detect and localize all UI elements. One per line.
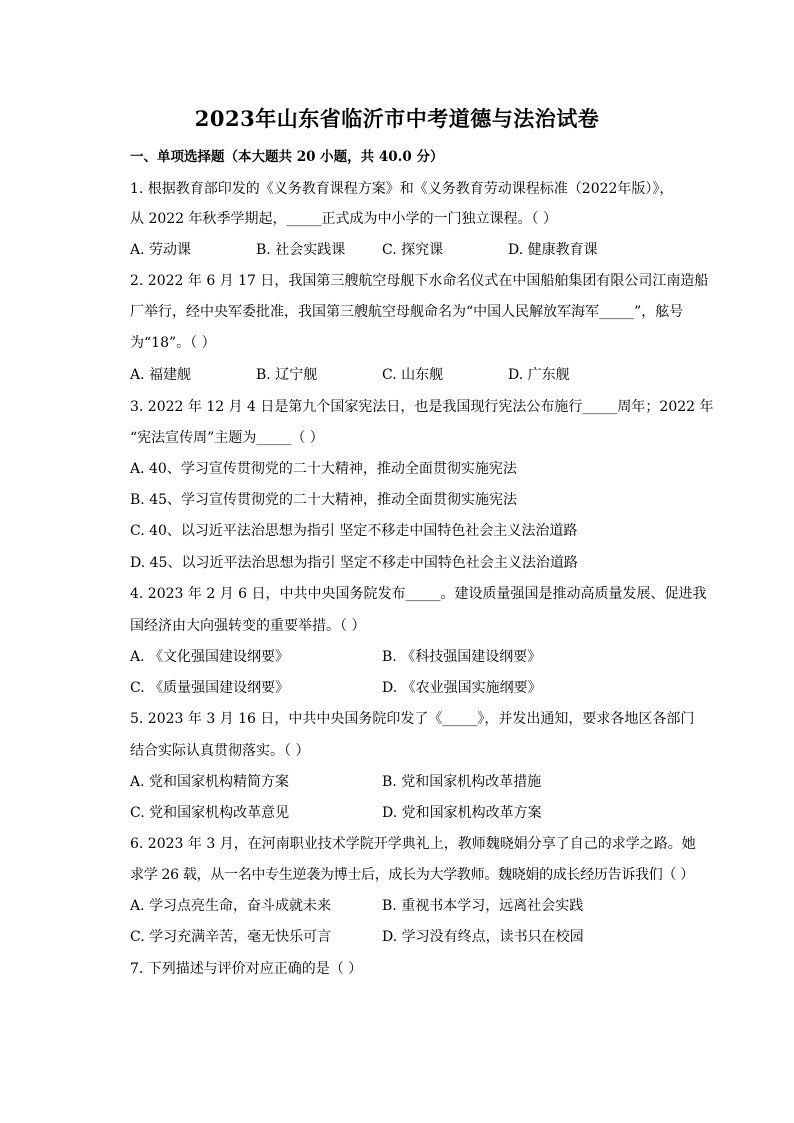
- q4-stem-line2: 国经济由大向强转变的重要举措。（ ）: [130, 618, 366, 634]
- q1-option-c: C. 探究课: [382, 242, 444, 258]
- section-heading: 一、单项选择题（本大题共 20 小题，共 40.0 分）: [130, 149, 444, 165]
- q5-option-c: C. 党和国家机构改革意见: [130, 805, 290, 821]
- q6-option-d: D. 学习没有终点，读书只在校园: [382, 929, 584, 945]
- q5-option-a: A. 党和国家机构精简方案: [130, 774, 290, 790]
- q1-stem-line1: 1. 根据教育部印发的《义务教育课程方案》和《义务教育劳动课程标准（2022年版）》，: [130, 181, 674, 197]
- q6-stem-line2: 求学 26 载，从一名中专生逆袭为博士后，成长为大学教师。魏晓娟的成长经历告诉我们（ ）: [130, 867, 694, 883]
- q6-option-b: B. 重视书本学习，远离社会实践: [382, 898, 584, 914]
- q2-option-c: C. 山东舰: [382, 367, 444, 383]
- q6-stem-line1: 6. 2023 年 3 月，在河南职业技术学院开学典礼上，教师魏晓娟分享了自己的求学之路。她: [130, 836, 696, 852]
- q6-option-a: A. 学习点亮生命，奋斗成就未来: [130, 898, 332, 914]
- q1-option-a: A. 劳动课: [130, 242, 192, 258]
- q2-stem-line2: 厂举行，经中央军委批准，我国第三艘航空母舰命名为“中国人民解放军海军_____”，舷号: [130, 304, 684, 320]
- q2-stem-line1: 2. 2022 年 6 月 17 日，我国第三艘航空母舰下水命名仪式在中国船舶集团有限公司江南造船: [130, 273, 709, 289]
- q3-option-b: B. 45、学习宣传贯彻党的二十大精神，推动全面贯彻实施宪法: [130, 492, 518, 508]
- q1-option-b: B. 社会实践课: [256, 242, 346, 258]
- q4-option-b: B. 《科技强国建设纲要》: [382, 649, 542, 665]
- q2-stem-line3: 为“18”。（ ）: [130, 335, 216, 351]
- q2-option-a: A. 福建舰: [130, 367, 192, 383]
- exam-title: 2023年山东省临沂市中考道德与法治试卷: [194, 106, 600, 131]
- q1-option-d: D. 健康教育课: [508, 242, 598, 258]
- q4-stem-line1: 4. 2023 年 2 月 6 日，中共中央国务院发布_____。建设质量强国是推动高质量发展、促进我: [130, 586, 707, 602]
- q1-stem-line2: 从 2022 年秋季学期起，_____正式成为中小学的一门独立课程。（ ）: [130, 211, 557, 227]
- q7-stem-line1: 7. 下列描述与评价对应正确的是（ ）: [130, 961, 363, 977]
- q5-stem-line2: 结合实际认真贯彻落实。（ ）: [130, 743, 310, 759]
- q4-option-c: C. 《质量强国建设纲要》: [130, 680, 290, 696]
- q2-option-d: D. 广东舰: [508, 367, 570, 383]
- q3-stem-line1: 3. 2022 年 12 月 4 日是第九个国家宪法日，也是我国现行宪法公布施行_____周年；2022 年: [130, 399, 714, 415]
- q3-stem-line2: “宪法宣传周”主题为_____（ ）: [130, 430, 324, 446]
- q4-option-d: D. 《农业强国实施纲要》: [382, 680, 542, 696]
- q4-option-a: A. 《文化强国建设纲要》: [130, 649, 290, 665]
- q6-option-c: C. 学习充满辛苦，毫无快乐可言: [130, 929, 332, 945]
- q5-stem-line1: 5. 2023 年 3 月 16 日，中共中央国务院印发了《_____》，并发出通知，要求各地区各部门: [130, 711, 695, 727]
- q2-option-b: B. 辽宁舰: [256, 367, 318, 383]
- q5-option-b: B. 党和国家机构改革措施: [382, 774, 542, 790]
- q5-option-d: D. 党和国家机构改革方案: [382, 805, 542, 821]
- q3-option-d: D. 45、以习近平法治思想为指引 坚定不移走中国特色社会主义法治道路: [130, 555, 578, 571]
- q3-option-a: A. 40、学习宣传贯彻党的二十大精神，推动全面贯彻实施宪法: [130, 461, 517, 477]
- q3-option-c: C. 40、以习近平法治思想为指引 坚定不移走中国特色社会主义法治道路: [130, 523, 578, 539]
